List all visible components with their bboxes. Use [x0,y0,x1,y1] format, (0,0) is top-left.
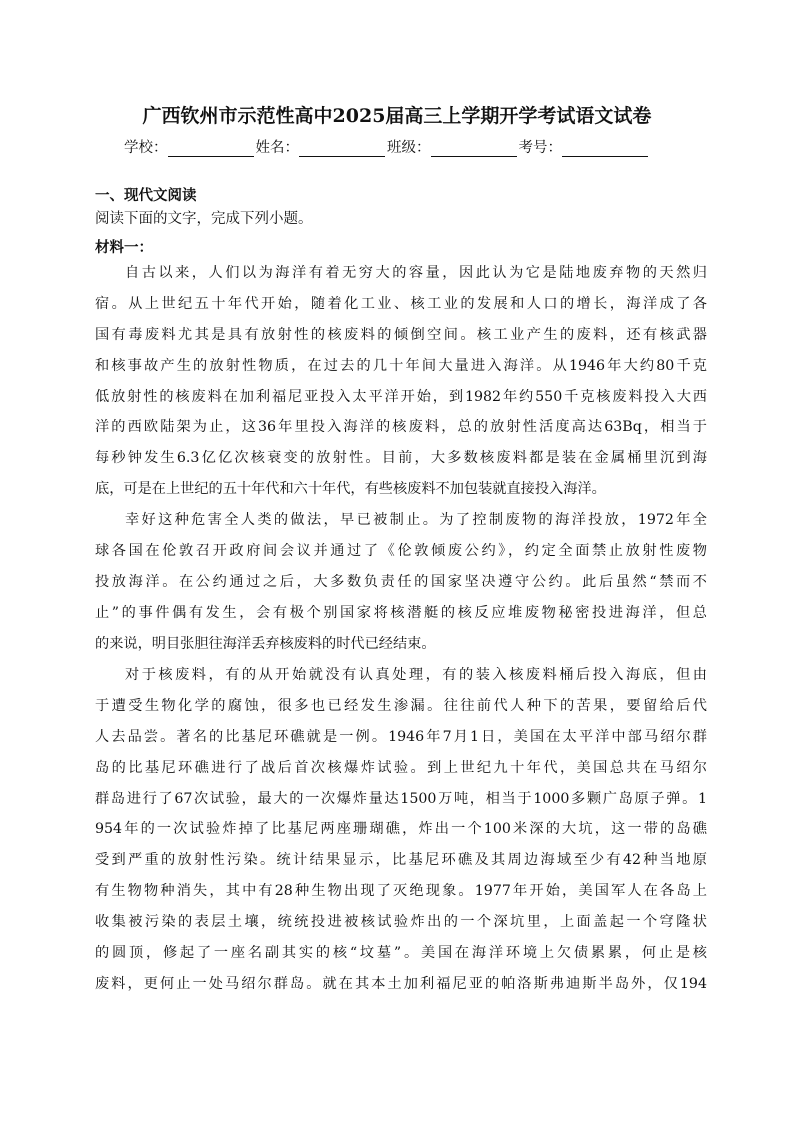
paragraph-3 [95,660,707,1000]
paragraph-line: 幸好这种危害全人类的做法，早已被制止。为了控制废物的海洋投放，1972年全 [125,512,707,528]
paragraph-line: 底，可是在上世纪的五十年代和六十年代，有些核废料不加包装就直接投入海洋。 [95,481,606,498]
page-title: 广西钦州市示范性高中2025届高三上学期开学考试语文试卷 [142,105,652,127]
number-blank[interactable] [562,141,648,157]
school-field [124,136,256,157]
paragraph-line: 洋的西欧陆架为止，这36年里投入海洋的核废料，总的放射性活度高达63Bq，相当于 [95,419,707,436]
paragraph-line: 每秒钟发生6.3亿亿次核衰变的放射性。目前，大多数核废料都是装在金属桶里沉到海 [95,450,707,467]
class-field [387,136,519,157]
number-label: 考号： [518,140,562,156]
paragraph-line: 的圆顶，修起了一座名副其实的核“坟墓”。美国在海洋环境上欠债累累，何止是核 [95,945,707,962]
paragraph-line: 宿。从上世纪五十年代开始，随着化工业、核工业的发展和人口的增长，海洋成了各 [95,295,707,312]
paragraph-line: 废料，更何止一处马绍尔群岛。就在其本土加利福尼亚的帕洛斯弗迪斯半岛外，仅194 [95,975,707,992]
school-label: 学校： [124,140,168,156]
paragraph-line: 止”的事件偶有发生，会有极个别国家将核潜艇的核反应堆废物秘密投进海洋，但总 [95,604,707,621]
paragraph-line: 和核事故产生的放射性物质，在过去的几十年间大量进入海洋。从1946年大约80千克 [95,357,707,374]
class-label: 班级： [387,140,431,156]
paragraph-1 [95,258,707,505]
section-heading: 一、现代文阅读 [95,188,197,204]
name-label: 姓名： [255,140,299,156]
paragraph-line: 球各国在伦敦召开政府间会议并通过了《伦敦倾废公约》，约定全面禁止放射性废物 [95,542,707,559]
paragraph-line: 收集被污染的表层土壤，统统投进被核试验炸出的一个深坑里，上面盖起一个穹隆状 [95,914,707,931]
name-field [256,136,388,157]
paragraph-line: 群岛进行了67次试验，最大的一次爆炸量达1500万吨，相当于1000多颗广岛原子弹。1 [95,790,707,807]
paragraph-line: 对于核废料，有的从开始就没有认真处理，有的装入核废料桶后投入海底，但由 [125,667,707,683]
material-label: 材料一： [95,240,153,256]
paragraph-line: 国有毒废料尤其是具有放射性的核废料的倾倒空间。核工业产生的废料，还有核武器 [95,326,707,343]
name-blank[interactable] [299,141,385,157]
paragraph-line: 低放射性的核废料在加利福尼亚投入太平洋开始，到1982年约550千克核废料投入大西 [95,388,707,405]
paragraph-line: 的来说，明目张胆往海洋丢弃核废料的时代已经结束。 [95,635,436,652]
paragraph-line: 954年的一次试验炸掉了比基尼两座珊瑚礁，炸出一个100米深的大坑，这一带的岛礁 [95,821,707,838]
school-blank[interactable] [168,141,254,157]
paragraph-line: 自古以来，人们以为海洋有着无穷大的容量，因此认为它是陆地废弃物的天然归 [125,265,707,281]
paragraph-line: 受到严重的放射性污染。统计结果显示，比基尼环礁及其周边海域至少有42种当地原 [95,852,707,869]
paragraph-line: 于遭受生物化学的腐蚀，很多也已经发生渗漏。往往前代人种下的苦果，要留给后代 [95,697,707,714]
paragraph-line: 人去品尝。著名的比基尼环礁就是一例。1946年7月1日，美国在太平洋中部马绍尔群 [95,728,707,745]
paragraph-2 [95,505,707,659]
class-blank[interactable] [431,141,517,157]
paragraph-line: 投放海洋。在公约通过之后，大多数负责任的国家坚决遵守公约。此后虽然“禁而不 [95,573,707,590]
paragraph-line: 有生物物种消失，其中有28种生物出现了灭绝现象。1977年开始，美国军人在各岛上 [95,883,707,900]
paragraph-line: 岛的比基尼环礁进行了战后首次核爆炸试验。到上世纪九十年代，美国总共在马绍尔 [95,759,707,776]
student-info-fields [124,136,684,157]
reading-instruction: 阅读下面的文字，完成下列小题。 [95,211,313,227]
number-field [519,136,651,157]
